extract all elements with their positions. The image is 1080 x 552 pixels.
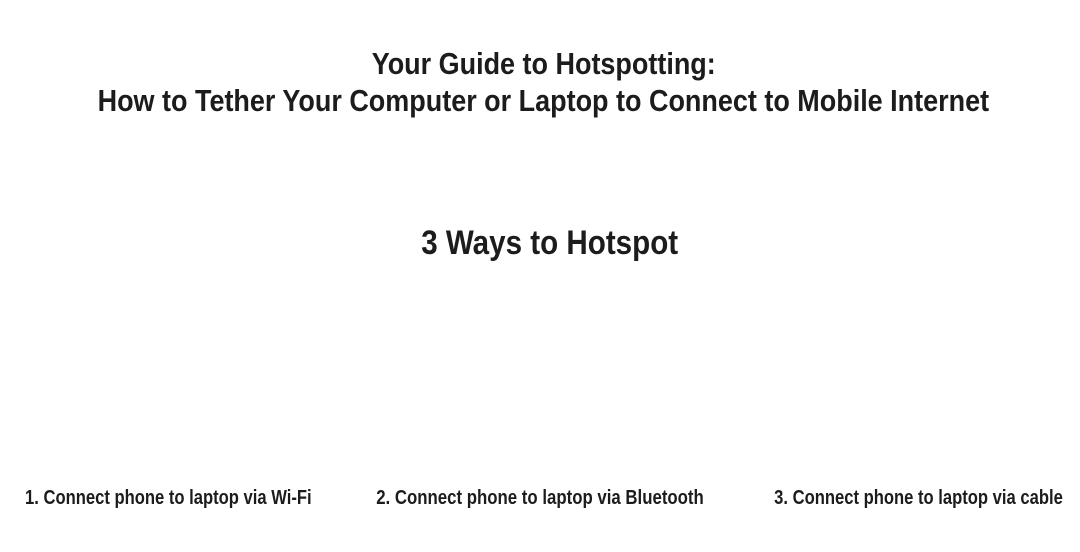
section-heading-text: 3 Ways to Hotspot: [421, 224, 679, 262]
page-title-line-1: Your Guide to Hotspotting:: [371, 46, 716, 81]
method-bluetooth-label: 2. Connect phone to laptop via Bluetooth: [376, 487, 704, 509]
page-title: [7, 45, 1080, 119]
page-title-line-2: How to Tether Your Computer or Laptop to Connect to Mobile Internet: [97, 83, 990, 118]
method-cable-label: 3. Connect phone to laptop via cable: [774, 487, 1063, 509]
methods-row: [0, 484, 1080, 512]
section-heading: [20, 223, 1080, 263]
method-wifi-label: 1. Connect phone to laptop via Wi-Fi: [25, 487, 312, 509]
